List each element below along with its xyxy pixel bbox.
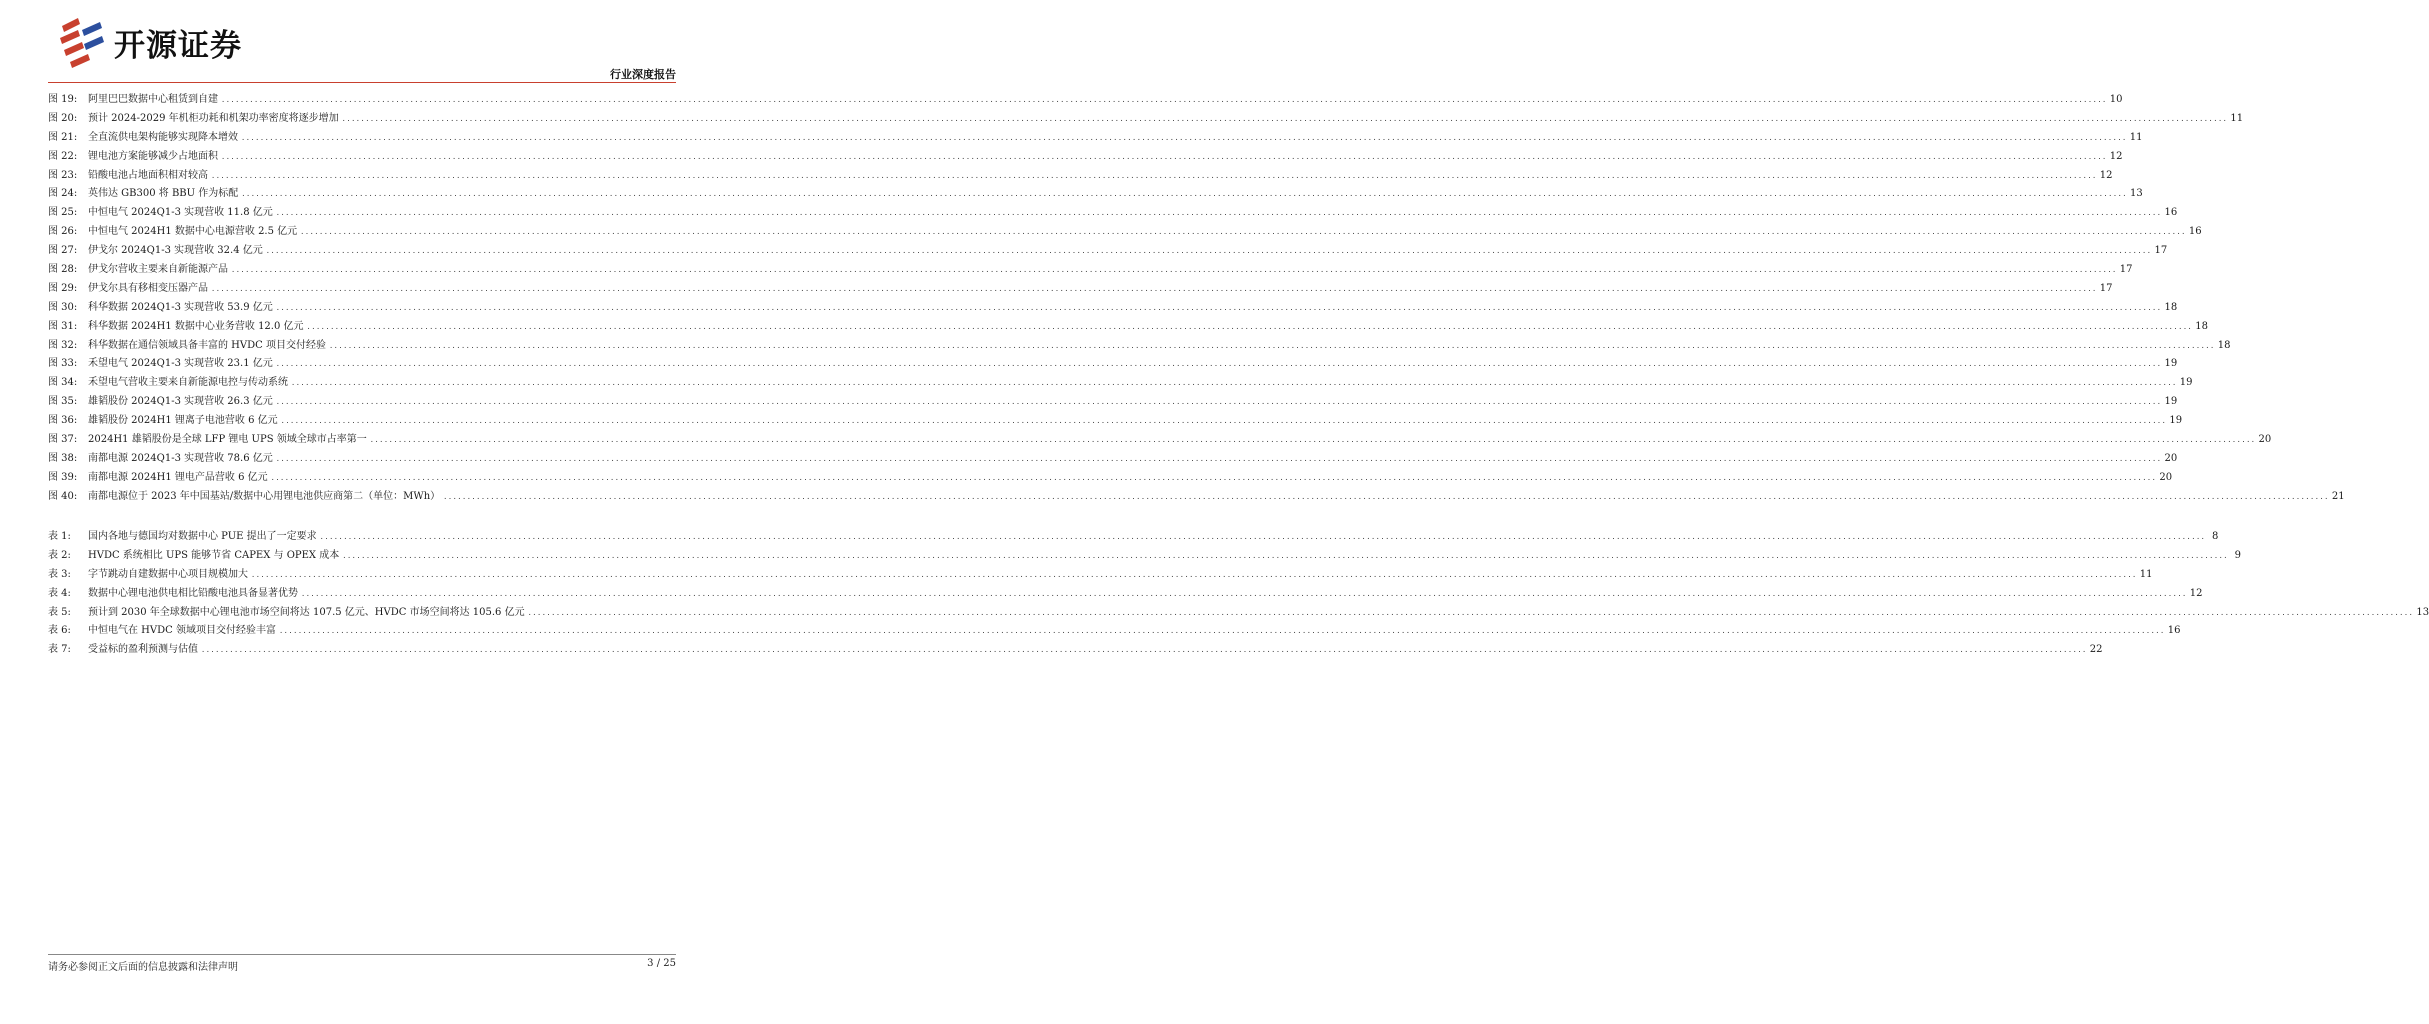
figure-index-entry[interactable] [48, 431, 2272, 450]
entry-page-number: 13 [2130, 188, 2143, 200]
entry-page-number: 20 [2258, 434, 2272, 446]
entry-page-number: 16 [2188, 226, 2202, 238]
logo-text: 开源证券 [114, 27, 242, 64]
entry-page-number: 17 [2154, 245, 2168, 257]
entry-page-number: 11 [2129, 131, 2143, 143]
entry-page-number: 12 [2099, 169, 2113, 181]
figure-index-entry[interactable] [48, 91, 2123, 110]
entry-label: 表 7: [48, 644, 71, 656]
company-logo [58, 16, 242, 68]
figure-index-entry[interactable] [48, 204, 2178, 223]
dot-leader: ................................................................................................................................................................................................................................................................................................................................................................................................................ [328, 341, 2215, 350]
entry-title: 伊戈尔具有移相变压器产品 [88, 282, 208, 294]
entry-page-number: 20 [2164, 452, 2178, 464]
entry-title: 数据中心锂电池供电相比铅酸电池具备显著优势 [88, 587, 298, 599]
dot-leader: ................................................................................................................................................................................................................................................................................................................................................................................................................ [265, 247, 2152, 256]
entry-label: 图 40: [48, 490, 78, 502]
dot-leader: ................................................................................................................................................................................................................................................................................................................................................................................................................ [443, 492, 2329, 501]
figure-index-entry[interactable] [48, 318, 2208, 337]
entry-label: 图 31: [48, 320, 78, 332]
entry-label: 表 4: [48, 587, 71, 599]
dot-leader: ................................................................................................................................................................................................................................................................................................................................................................................................................ [251, 570, 2137, 579]
dot-leader: ................................................................................................................................................................................................................................................................................................................................................................................................................ [300, 228, 2186, 237]
entry-title: 2024H1 雄韬股份是全球 LFP 锂电 UPS 领域全球市占率第一 [88, 434, 367, 446]
table-index-entry[interactable] [48, 604, 2429, 623]
entry-page-number: 10 [2109, 94, 2123, 105]
entry-label: 图 21: [48, 131, 78, 143]
figure-index-entry[interactable] [48, 355, 2178, 374]
entry-page-number: 16 [2167, 625, 2181, 637]
entry-label: 图 26: [48, 226, 78, 238]
entry-title: 铅酸电池占地面积相对较高 [88, 169, 208, 181]
entry-label: 图 35: [48, 396, 78, 408]
entry-label: 图 32: [48, 339, 78, 351]
figure-index-entry[interactable] [48, 374, 2193, 393]
entry-page-number: 16 [2164, 207, 2178, 219]
entry-title: 雄韬股份 2024H1 锂离子电池营收 6 亿元 [88, 415, 278, 427]
entry-title: 中恒电气 2024Q1-3 实现营收 11.8 亿元 [88, 207, 273, 219]
dot-leader: ................................................................................................................................................................................................................................................................................................................................................................................................................ [527, 608, 2414, 617]
entry-label: 图 20: [48, 112, 78, 124]
figure-index-entry[interactable] [48, 450, 2178, 469]
header-divider [48, 82, 676, 83]
entry-page-number: 13 [2416, 606, 2429, 618]
dot-leader: ................................................................................................................................................................................................................................................................................................................................................................................................................ [211, 171, 2097, 180]
dot-leader: ................................................................................................................................................................................................................................................................................................................................................................................................................ [278, 627, 2165, 636]
entry-title: 雄韬股份 2024Q1-3 实现营收 26.3 亿元 [88, 396, 273, 408]
entry-page-number: 18 [2217, 339, 2231, 351]
figure-index-entry[interactable] [48, 242, 2168, 261]
table-index-entry[interactable] [48, 547, 2241, 566]
entry-label: 图 27: [48, 245, 78, 257]
entry-label: 图 38: [48, 452, 78, 464]
entry-page-number: 19 [2164, 396, 2178, 408]
report-type-label: 行业深度报告 [610, 68, 676, 81]
entry-title: 英伟达 GB300 将 BBU 作为标配 [88, 188, 239, 200]
dot-leader: ................................................................................................................................................................................................................................................................................................................................................................................................................ [241, 190, 2128, 199]
entry-label: 图 37: [48, 434, 78, 446]
dot-leader: ................................................................................................................................................................................................................................................................................................................................................................................................................ [275, 360, 2162, 369]
entry-title: 科华数据 2024H1 数据中心业务营收 12.0 亿元 [88, 320, 304, 332]
entry-title: 字节跳动自建数据中心项目规模加大 [88, 568, 248, 580]
entry-page-number: 17 [2119, 264, 2133, 276]
figure-index-entry[interactable] [48, 261, 2133, 280]
figure-index-list [48, 91, 2345, 507]
footer-disclaimer: 请务必参阅正文后面的信息披露和法律声明 [48, 962, 238, 973]
entry-title: 南都电源 2024H1 锂电产品营收 6 亿元 [88, 471, 268, 483]
entry-label: 图 39: [48, 471, 78, 483]
dot-leader: ................................................................................................................................................................................................................................................................................................................................................................................................................ [341, 114, 2228, 123]
entry-label: 图 22: [48, 150, 78, 162]
entry-label: 表 1: [48, 531, 71, 542]
dot-leader: ................................................................................................................................................................................................................................................................................................................................................................................................................ [275, 454, 2162, 463]
entry-label: 表 5: [48, 606, 71, 618]
entry-page-number: 8 [2212, 531, 2219, 542]
dot-leader: ................................................................................................................................................................................................................................................................................................................................................................................................................ [301, 589, 2187, 598]
figure-index-entry[interactable] [48, 488, 2345, 507]
entry-title: 受益标的盈利预测与估值 [88, 644, 198, 656]
entry-page-number: 19 [2169, 415, 2183, 427]
table-index-list [48, 528, 2429, 660]
entry-label: 图 24: [48, 188, 78, 200]
figure-index-entry[interactable] [48, 167, 2113, 186]
entry-page-number: 18 [2164, 301, 2178, 313]
entry-page-number: 20 [2159, 471, 2173, 483]
figure-index-entry[interactable] [48, 129, 2143, 148]
entry-title: 禾望电气营收主要来自新能源电控与传动系统 [88, 377, 288, 389]
entry-page-number: 19 [2179, 377, 2193, 389]
entry-page-number: 12 [2189, 587, 2203, 599]
entry-page-number: 22 [2089, 644, 2103, 656]
page-header [0, 0, 724, 84]
dot-leader: ................................................................................................................................................................................................................................................................................................................................................................................................................ [291, 379, 2177, 388]
table-index-entry[interactable] [48, 566, 2153, 585]
entry-title: 科华数据 2024Q1-3 实现营收 53.9 亿元 [88, 301, 273, 313]
table-index-entry[interactable] [48, 622, 2181, 641]
dot-leader: ................................................................................................................................................................................................................................................................................................................................................................................................................ [201, 646, 2087, 655]
figure-index-entry[interactable] [48, 185, 2143, 204]
dot-leader: ................................................................................................................................................................................................................................................................................................................................................................................................................ [319, 533, 2206, 541]
table-index-entry[interactable] [48, 641, 2103, 660]
entry-label: 图 28: [48, 264, 78, 276]
logo-mark-icon [58, 16, 106, 68]
figure-index-entry[interactable] [48, 393, 2178, 412]
dot-leader: ................................................................................................................................................................................................................................................................................................................................................................................................................ [211, 284, 2097, 293]
figure-index-entry[interactable] [48, 148, 2123, 167]
dot-leader: ................................................................................................................................................................................................................................................................................................................................................................................................................ [369, 436, 2256, 445]
dot-leader: ................................................................................................................................................................................................................................................................................................................................................................................................................ [275, 398, 2162, 407]
dot-leader: ................................................................................................................................................................................................................................................................................................................................................................................................................ [231, 266, 2117, 275]
entry-page-number: 9 [2234, 549, 2241, 561]
dot-leader: ................................................................................................................................................................................................................................................................................................................................................................................................................ [306, 322, 2193, 331]
figure-index-entry[interactable] [48, 299, 2178, 318]
entry-title: 伊戈尔营收主要来自新能源产品 [88, 264, 228, 276]
footer-divider [48, 954, 676, 955]
entry-page-number: 21 [2331, 490, 2345, 502]
entry-page-number: 18 [2195, 320, 2208, 332]
entry-label: 表 3: [48, 568, 71, 580]
figure-index-entry[interactable] [48, 110, 2244, 129]
entry-title: HVDC 系统相比 UPS 能够节省 CAPEX 与 OPEX 成本 [88, 549, 340, 561]
entry-label: 图 25: [48, 207, 78, 219]
entry-title: 全直流供电架构能够实现降本增效 [88, 131, 238, 143]
dot-leader: ................................................................................................................................................................................................................................................................................................................................................................................................................ [221, 152, 2107, 161]
entry-label: 图 34: [48, 377, 78, 389]
figure-index-entry[interactable] [48, 337, 2231, 356]
entry-label: 表 6: [48, 625, 71, 637]
entry-title: 预计 2024-2029 年机柜功耗和机架功率密度将逐步增加 [88, 112, 339, 124]
entry-title: 国内各地与德国均对数据中心 PUE 提出了一定要求 [88, 531, 317, 542]
entry-label: 图 23: [48, 169, 78, 181]
entry-title: 禾望电气 2024Q1-3 实现营收 23.1 亿元 [88, 358, 273, 370]
dot-leader: ................................................................................................................................................................................................................................................................................................................................................................................................................ [270, 473, 2157, 482]
dot-leader: ................................................................................................................................................................................................................................................................................................................................................................................................................ [241, 133, 2127, 142]
entry-title: 南都电源 2024Q1-3 实现营收 78.6 亿元 [88, 452, 273, 464]
dot-leader: ................................................................................................................................................................................................................................................................................................................................................................................................................ [275, 303, 2162, 312]
entry-page-number: 12 [2109, 150, 2123, 162]
entry-title: 南都电源位于 2023 年中国基站/数据中心用锂电池供应商第二（单位：MWh） [88, 490, 441, 502]
entry-page-number: 11 [2139, 568, 2153, 580]
dot-leader: ................................................................................................................................................................................................................................................................................................................................................................................................................ [342, 551, 2228, 560]
entry-title: 预计到 2030 年全球数据中心锂电池市场空间将达 107.5 亿元、HVDC 市场空间将达 105.6 亿元 [88, 606, 525, 618]
entry-label: 图 33: [48, 358, 78, 370]
entry-page-number: 17 [2099, 282, 2113, 294]
entry-title: 锂电池方案能够减少占地面积 [88, 150, 218, 162]
entry-page-number: 11 [2230, 112, 2244, 124]
entry-label: 图 36: [48, 415, 78, 427]
figure-index-entry[interactable] [48, 223, 2202, 242]
entry-label: 图 30: [48, 301, 78, 313]
footer-page-number: 3 / 25 [647, 958, 676, 969]
entry-label: 表 2: [48, 549, 71, 561]
entry-label: 图 19: [48, 94, 78, 105]
entry-title: 科华数据在通信领域具备丰富的 HVDC 项目交付经验 [88, 339, 326, 351]
entry-title: 伊戈尔 2024Q1-3 实现营收 32.4 亿元 [88, 245, 263, 257]
entry-title: 阿里巴巴数据中心租赁到自建 [88, 94, 218, 105]
figure-index-entry[interactable] [48, 280, 2113, 299]
dot-leader: ................................................................................................................................................................................................................................................................................................................................................................................................................ [221, 96, 2107, 104]
figure-index-entry[interactable] [48, 412, 2183, 431]
table-index-entry[interactable] [48, 528, 2219, 547]
entry-page-number: 19 [2164, 358, 2178, 370]
entry-title: 中恒电气在 HVDC 领域项目交付经验丰富 [88, 625, 276, 637]
table-index-entry[interactable] [48, 585, 2203, 604]
entry-label: 图 29: [48, 282, 78, 294]
dot-leader: ................................................................................................................................................................................................................................................................................................................................................................................................................ [275, 209, 2162, 218]
dot-leader: ................................................................................................................................................................................................................................................................................................................................................................................................................ [280, 417, 2167, 426]
entry-title: 中恒电气 2024H1 数据中心电源营收 2.5 亿元 [88, 226, 298, 238]
figure-index-entry[interactable] [48, 469, 2173, 488]
